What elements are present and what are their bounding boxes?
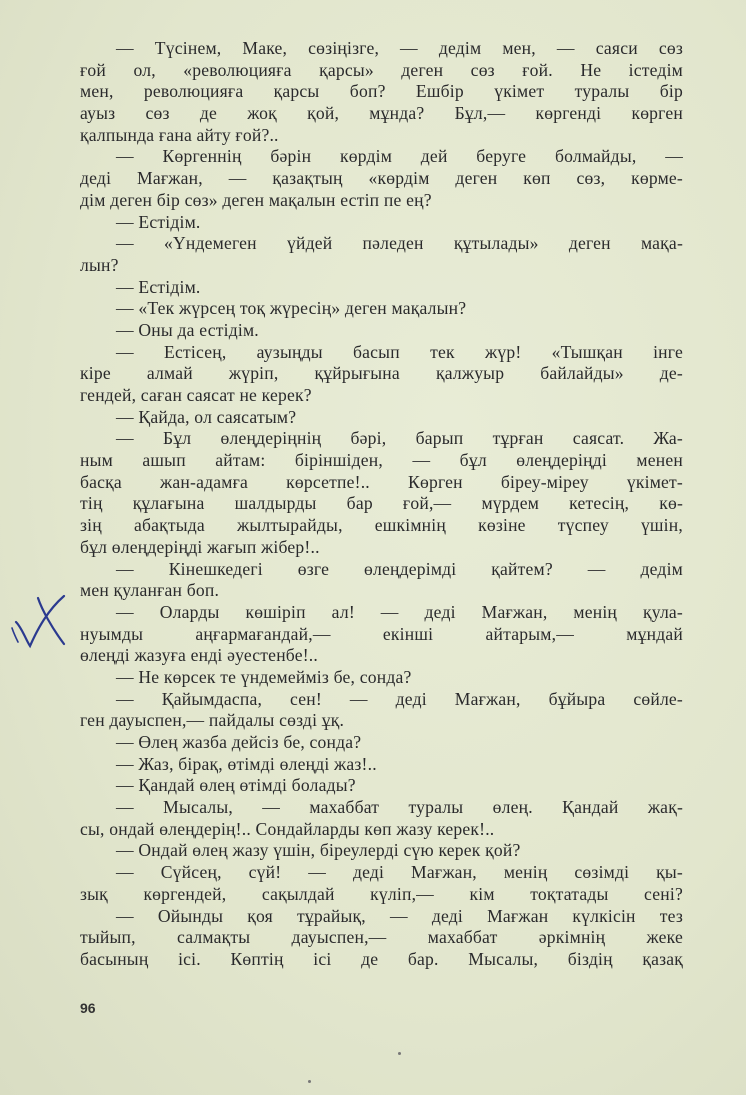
text-line: қалпында ғана айту ғой?.. [80, 124, 279, 145]
text-line: — Оларды көшіріп ал! — деді Мағжан, менің қула- [116, 601, 683, 622]
text-line: — Естідім. [116, 276, 201, 297]
text-line: өлеңді жазуға енді әуестенбе!.. [80, 645, 318, 666]
text-line: — Бұл өлеңдеріңнің бәрі, барып тұрған саясат. Жа- [116, 428, 683, 449]
text-line: — Оны да естідім. [116, 319, 259, 340]
text-line: тыйып, салмақты дауыспен,— махаббат әркімнің жеке [80, 927, 683, 948]
text-line: дім деген бір сөз» деген мақалын естіп пе ең? [80, 189, 432, 210]
text-line: мен қуланған боп. [80, 580, 220, 601]
text-line: — «Үндемеген үйдей пәледен құтылады» деген мақа- [116, 233, 683, 254]
text-line: гендей, саған саясат не керек? [80, 385, 312, 405]
text-line: — Не көрсек те үндемейміз бе, сонда? [116, 666, 412, 687]
page-number: 96 [80, 1000, 96, 1016]
text-line: тің құлағына шалдырды бар ғой,— мүрдем кетесің, кө- [80, 493, 683, 514]
text-line: — Көргеннің бәрін көрдім дей беруге болмайды, — [116, 146, 683, 167]
text-line: лын? [80, 254, 119, 275]
text-line: басқа жан-адамға көрсетпе!.. Көрген біреу-міреу үкімет- [80, 471, 683, 492]
paper-speck [308, 1080, 311, 1083]
text-line: ген дауыспен,— пайдалы сөзді ұқ. [80, 710, 345, 731]
text-line: — Қайымдаспа, сен! — деді Мағжан, бұйыра сөйле- [116, 688, 683, 709]
text-line: басының ісі. Көптің ісі де бар. Мысалы, біздің қазақ [80, 948, 683, 969]
text-line: — Мысалы, — махаббат туралы өлең. Қандай жақ- [116, 797, 683, 818]
text-line: — Өлең жазба дейсіз бе, сонда? [116, 732, 362, 752]
page-text [80, 38, 683, 971]
text-line: ғой ол, «революцияға қарсы» деген сөз ғой. Не істедім [80, 59, 683, 80]
text-line: — Кінешкедегі өзге өлеңдерімді қайтем? — дедім [116, 558, 683, 579]
text-line: — Ойынды қоя тұрайық, — деді Мағжан күлкісін тез [116, 905, 683, 926]
text-line: — Сүйсең, сүй! — деді Мағжан, менің сөзімді қы- [116, 862, 683, 883]
paper-speck [398, 1052, 401, 1055]
text-line: бұл өлеңдеріңді жағып жібер!.. [80, 536, 320, 557]
text-line: — Қандай өлең өтімді болады? [116, 775, 356, 796]
text-line: деді Мағжан, — қазақтың «көрдім деген көп сөз, көрме- [80, 168, 683, 189]
text-line: ауыз сөз де жоқ қой, мұнда? Бұл,— көргенді көрген [80, 103, 683, 124]
text-line: — Қайда, ол саясатым? [116, 406, 297, 427]
text-line: мен, революцияға қарсы боп? Ешбір үкімет туралы бір [80, 81, 683, 102]
text-line: — Түсінем, Маке, сөзіңізге, — дедім мен, — саяси сөз [116, 38, 683, 58]
text-line: — «Тек жүрсең тоқ жүресің» деген мақалын? [116, 298, 467, 319]
text-line: ным ашып айтам: біріншіден, — бұл өлеңдеріңді менен [80, 450, 683, 471]
text-line: — Естідім. [116, 211, 201, 232]
text-line: кіре алмай жүріп, құйрығына қалжуыр байлайды» де- [80, 363, 683, 384]
text-line: — Жаз, бірақ, өтімді өлеңді жаз!.. [116, 753, 377, 774]
text-line: сы, ондай өлеңдерің!.. Сондайларды көп жазу керек!.. [80, 818, 495, 839]
text-line: зық көргендей, сақылдай күліп,— кім тоқтатады сені? [80, 883, 683, 904]
text-line: — Ондай өлең жазу үшін, біреулерді сүю керек қой? [116, 840, 521, 861]
handwritten-check-mark [8, 588, 72, 650]
text-line: нуымды аңғармағандай,— екінші айтарым,— мұндай [80, 623, 683, 644]
text-line: зің абақтыда жылтырайды, ешкімнің көзіне түспеу үшін, [80, 515, 683, 536]
text-line: — Естісең, аузыңды басып тек жүр! «Тышқан інге [116, 341, 683, 362]
